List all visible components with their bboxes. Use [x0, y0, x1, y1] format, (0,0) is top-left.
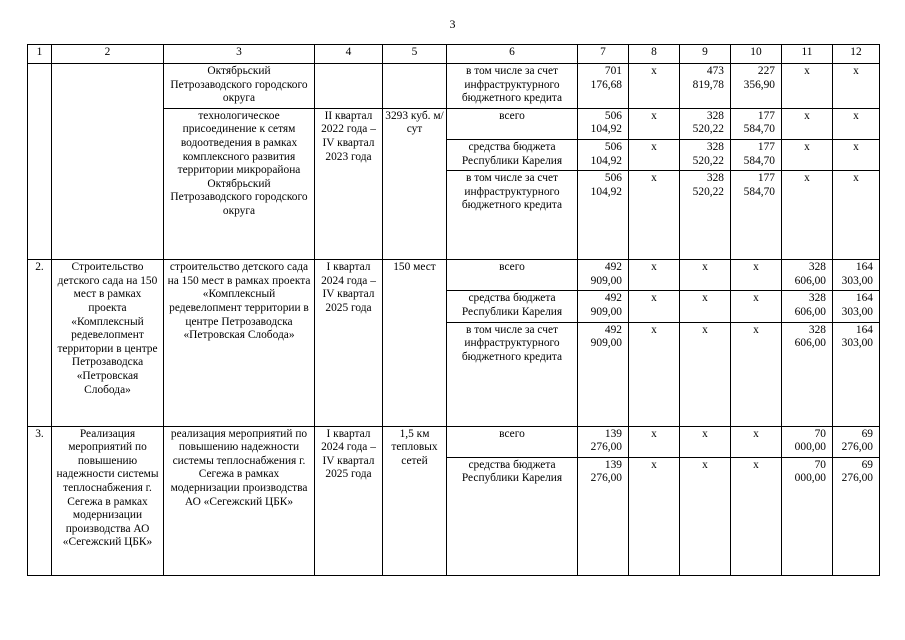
- capacity-cell: 150 мест: [383, 260, 447, 426]
- column-numbers-row: [28, 45, 880, 64]
- work-description: технологическое присоединение к сетям водоотведения в рамках комплексного развития территории микрорайона Октябрьский Петрозаводского городского округа: [164, 108, 315, 259]
- amount-col11: 70 000,00: [782, 457, 833, 575]
- amount-col10: 177 584,70: [731, 108, 782, 139]
- amount-total: 492 909,00: [578, 291, 629, 322]
- amount-col11: 328 606,00: [782, 291, 833, 322]
- amount-col8: х: [629, 108, 680, 139]
- funding-table: [27, 44, 880, 576]
- amount-col9: х: [680, 291, 731, 322]
- amount-total: 139 276,00: [578, 426, 629, 457]
- column-header: 1: [28, 45, 52, 64]
- amount-col9: х: [680, 322, 731, 426]
- amount-total: 139 276,00: [578, 457, 629, 575]
- page-number: 3: [449, 17, 456, 31]
- amount-col10: х: [731, 426, 782, 457]
- amount-total: 701 176,68: [578, 64, 629, 109]
- work-description: Октябрьский Петрозаводского городского округа: [164, 64, 315, 109]
- column-header: 9: [680, 45, 731, 64]
- capacity-cell: [383, 64, 447, 109]
- funding-source: в том числе за счет инфраструктурного бюджетного кредита: [447, 171, 578, 260]
- amount-col8: х: [629, 457, 680, 575]
- column-header: 7: [578, 45, 629, 64]
- amount-col10: х: [731, 457, 782, 575]
- period-cell: I квартал 2024 года – IV квартал 2025 года: [315, 426, 383, 575]
- table-row: [28, 426, 880, 457]
- amount-col11: х: [782, 108, 833, 139]
- amount-col11: х: [782, 64, 833, 109]
- amount-col8: х: [629, 291, 680, 322]
- amount-col10: х: [731, 260, 782, 291]
- funding-source: всего: [447, 108, 578, 139]
- amount-col11: х: [782, 171, 833, 260]
- amount-col8: х: [629, 322, 680, 426]
- amount-col11: 328 606,00: [782, 322, 833, 426]
- amount-total: 492 909,00: [578, 260, 629, 291]
- funding-source: всего: [447, 260, 578, 291]
- work-description: строительство детского сада на 150 мест в рамках проекта «Комплексный редевелопмент территории в центре Петрозаводска «Петровская Слобода»: [164, 260, 315, 426]
- amount-total: 506 104,92: [578, 108, 629, 139]
- amount-total: 506 104,92: [578, 139, 629, 170]
- amount-col9: 328 520,22: [680, 171, 731, 260]
- amount-col9: 328 520,22: [680, 139, 731, 170]
- amount-col11: х: [782, 139, 833, 170]
- column-header: 6: [447, 45, 578, 64]
- amount-col10: х: [731, 291, 782, 322]
- amount-total: 492 909,00: [578, 322, 629, 426]
- table-row: [28, 64, 880, 109]
- item-name-cell: Реализация мероприятий по повышению надежности системы теплоснабжения г. Сегежа в рамках модернизации производства АО «Сегежский ЦБК»: [52, 426, 164, 575]
- amount-col12: 164 303,00: [833, 260, 880, 291]
- amount-total: 506 104,92: [578, 171, 629, 260]
- amount-col9: 473 819,78: [680, 64, 731, 109]
- funding-source: средства бюджета Республики Карелия: [447, 139, 578, 170]
- amount-col9: х: [680, 426, 731, 457]
- amount-col12: х: [833, 64, 880, 109]
- period-cell: II квартал 2022 года – IV квартал 2023 года: [315, 108, 383, 259]
- amount-col8: х: [629, 426, 680, 457]
- amount-col9: 328 520,22: [680, 108, 731, 139]
- amount-col12: 69 276,00: [833, 457, 880, 575]
- capacity-cell: 3293 куб. м/сут: [383, 108, 447, 259]
- column-header: 2: [52, 45, 164, 64]
- amount-col12: 69 276,00: [833, 426, 880, 457]
- amount-col11: 328 606,00: [782, 260, 833, 291]
- funding-source: в том числе за счет инфраструктурного бюджетного кредита: [447, 64, 578, 109]
- amount-col12: х: [833, 171, 880, 260]
- work-description: реализация мероприятий по повышению надежности системы теплоснабжения г. Сегежа в рамках модернизации производства АО «Сегежский ЦБК»: [164, 426, 315, 575]
- column-header: 3: [164, 45, 315, 64]
- item-name-cell: [52, 64, 164, 260]
- amount-col12: 164 303,00: [833, 291, 880, 322]
- period-cell: [315, 64, 383, 109]
- column-header: 10: [731, 45, 782, 64]
- amount-col10: 227 356,90: [731, 64, 782, 109]
- item-name-cell: Строительство детского сада на 150 мест в рамках проекта «Комплексный редевелопмент территории в центре Петрозаводска «Петровская Слобода»: [52, 260, 164, 426]
- funding-source: всего: [447, 426, 578, 457]
- amount-col8: х: [629, 64, 680, 109]
- amount-col12: х: [833, 108, 880, 139]
- column-header: 8: [629, 45, 680, 64]
- amount-col10: 177 584,70: [731, 139, 782, 170]
- item-number-cell: 2.: [28, 260, 52, 426]
- column-header: 12: [833, 45, 880, 64]
- item-number-cell: [28, 64, 52, 260]
- column-header: 11: [782, 45, 833, 64]
- funding-source: в том числе за счет инфраструктурного бюджетного кредита: [447, 322, 578, 426]
- amount-col9: х: [680, 260, 731, 291]
- amount-col11: 70 000,00: [782, 426, 833, 457]
- amount-col12: х: [833, 139, 880, 170]
- capacity-cell: 1,5 км тепловых сетей: [383, 426, 447, 575]
- amount-col10: х: [731, 322, 782, 426]
- period-cell: I квартал 2024 года – IV квартал 2025 года: [315, 260, 383, 426]
- column-header: 5: [383, 45, 447, 64]
- funding-source: средства бюджета Республики Карелия: [447, 291, 578, 322]
- table-row: [28, 260, 880, 291]
- amount-col10: 177 584,70: [731, 171, 782, 260]
- amount-col8: х: [629, 139, 680, 170]
- amount-col8: х: [629, 171, 680, 260]
- amount-col12: 164 303,00: [833, 322, 880, 426]
- column-header: 4: [315, 45, 383, 64]
- item-number-cell: 3.: [28, 426, 52, 575]
- funding-source: средства бюджета Республики Карелия: [447, 457, 578, 575]
- amount-col8: х: [629, 260, 680, 291]
- amount-col9: х: [680, 457, 731, 575]
